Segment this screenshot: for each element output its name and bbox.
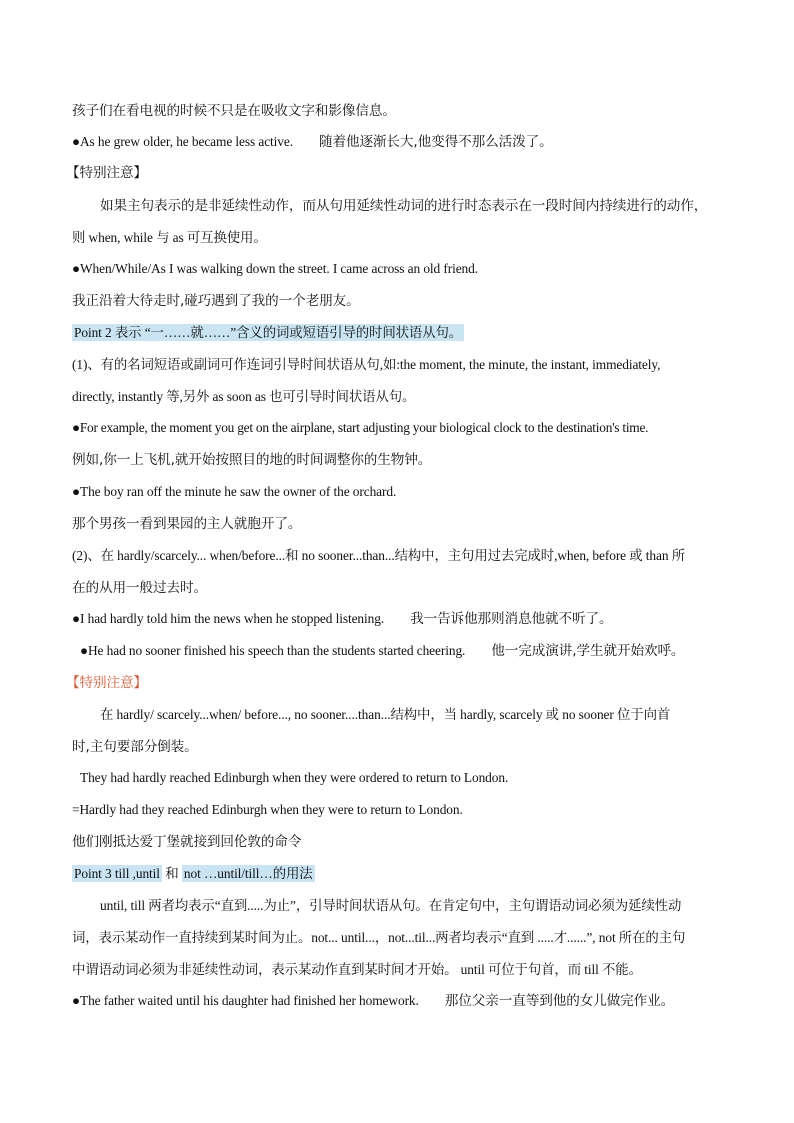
- point-heading-highlight: Point 2 表示 “一……就……”含义的词或短语引导的时间状语从句。: [74, 325, 463, 340]
- point-2-heading: [72, 324, 464, 342]
- paragraph-line: 中谓语动词必须为非延续性动词，表示某动作直到某时间才开始。 until 可位于句首，而 till 不能。: [72, 962, 642, 977]
- special-note-heading: 【特别注意】: [66, 675, 147, 691]
- paragraph-line: 如果主句表示的是非延续性动作，而从句用延续性动词的进行时态表示在一段时间内持续进行的动作，: [100, 198, 708, 214]
- example-english: ●He had no sooner finished his speech than the students started cheering.: [80, 643, 466, 658]
- paragraph-line: (2)、在 hardly/scarcely... when/before...和 no sooner...than...结构中，主句用过去完成时,when, before 或 than 所: [72, 548, 686, 563]
- paragraph-line: 孩子们在看电视的时候不只是在吸收文字和影像信息。: [72, 103, 396, 119]
- example-sentence: ●When/While/As I was walking down the street. I came across an old friend.: [72, 261, 478, 276]
- point-heading-highlight: not …until/till…的用法: [183, 866, 313, 881]
- example-sentence: [72, 992, 674, 1010]
- point-heading-connector: 和: [165, 866, 179, 882]
- example-translation: 随着他逐渐长大,他变得不那么活泼了。: [318, 134, 553, 150]
- special-note-heading: 【特别注意】: [66, 165, 147, 181]
- example-english: ●The father waited until his daughter had finished her homework.: [72, 993, 419, 1008]
- point-heading-highlight: Point 3 till ,until: [74, 866, 160, 881]
- example-translation: 我正沿着大待走时,碰巧遇到了我的一个老朋友。: [72, 293, 360, 309]
- example-sentence: [80, 642, 684, 660]
- paragraph-line: 则 when, while 与 as 可互换使用。: [72, 230, 267, 245]
- example-translation: 那位父亲一直等到他的女儿做完作业。: [444, 993, 675, 1009]
- example-english: ●As he grew older, he became less active.: [72, 134, 293, 149]
- example-english: ●I had hardly told him the news when he stopped listening.: [72, 611, 385, 626]
- example-translation: 那个男孩一看到果园的主人就胞开了。: [72, 516, 302, 532]
- point-3-heading: [72, 865, 315, 883]
- example-translation: 我一告诉他那则消息他就不听了。: [410, 611, 613, 627]
- example-sentence: [72, 610, 612, 628]
- example-translation: 他们刚抵达爱丁堡就接到回伦敦的命令: [72, 834, 302, 850]
- example-sentence: ●The boy ran off the minute he saw the owner of the orchard.: [72, 484, 397, 499]
- paragraph-line: 在 hardly/ scarcely...when/ before..., no sooner....than...结构中，当 hardly, scarcely 或 no sooner 位于向首: [100, 707, 671, 722]
- paragraph-line: 词，表示某动作一直持续到某时间为止。not... until...，not...til...两者均表示“直到 .....才......”, not 所在的主句: [72, 930, 686, 945]
- paragraph-line: (1)、有的名词短语或副词可作连词引导时间状语从句,如:the moment, the minute, the instant, immediately,: [72, 357, 661, 372]
- paragraph-line: until, till 两者均表示“直到.....为止”，引导时间状语从句。在肯定句中，主句谓语动词必须为延续性动: [100, 898, 682, 913]
- example-translation: 他一完成演讲,学生就开始欢呼。: [491, 643, 685, 659]
- paragraph-line: 在的从用一般过去时。: [72, 580, 207, 596]
- example-sentence: [72, 133, 553, 151]
- example-sentence: =Hardly had they reached Edinburgh when they were to return to London.: [72, 802, 463, 817]
- example-sentence: They had hardly reached Edinburgh when they were ordered to return to London.: [80, 770, 509, 785]
- example-translation: 例如,你一上飞机,就开始按照目的地的时间调整你的生物钟。: [72, 452, 432, 468]
- example-sentence: ●For example, the moment you get on the airplane, start adjusting your biological clock to the destination's time.: [72, 420, 649, 435]
- paragraph-line: directly, instantly 等,另外 as soon as 也可引导时间状语从句。: [72, 389, 416, 404]
- paragraph-line: 时,主句要部分倒装。: [72, 739, 198, 755]
